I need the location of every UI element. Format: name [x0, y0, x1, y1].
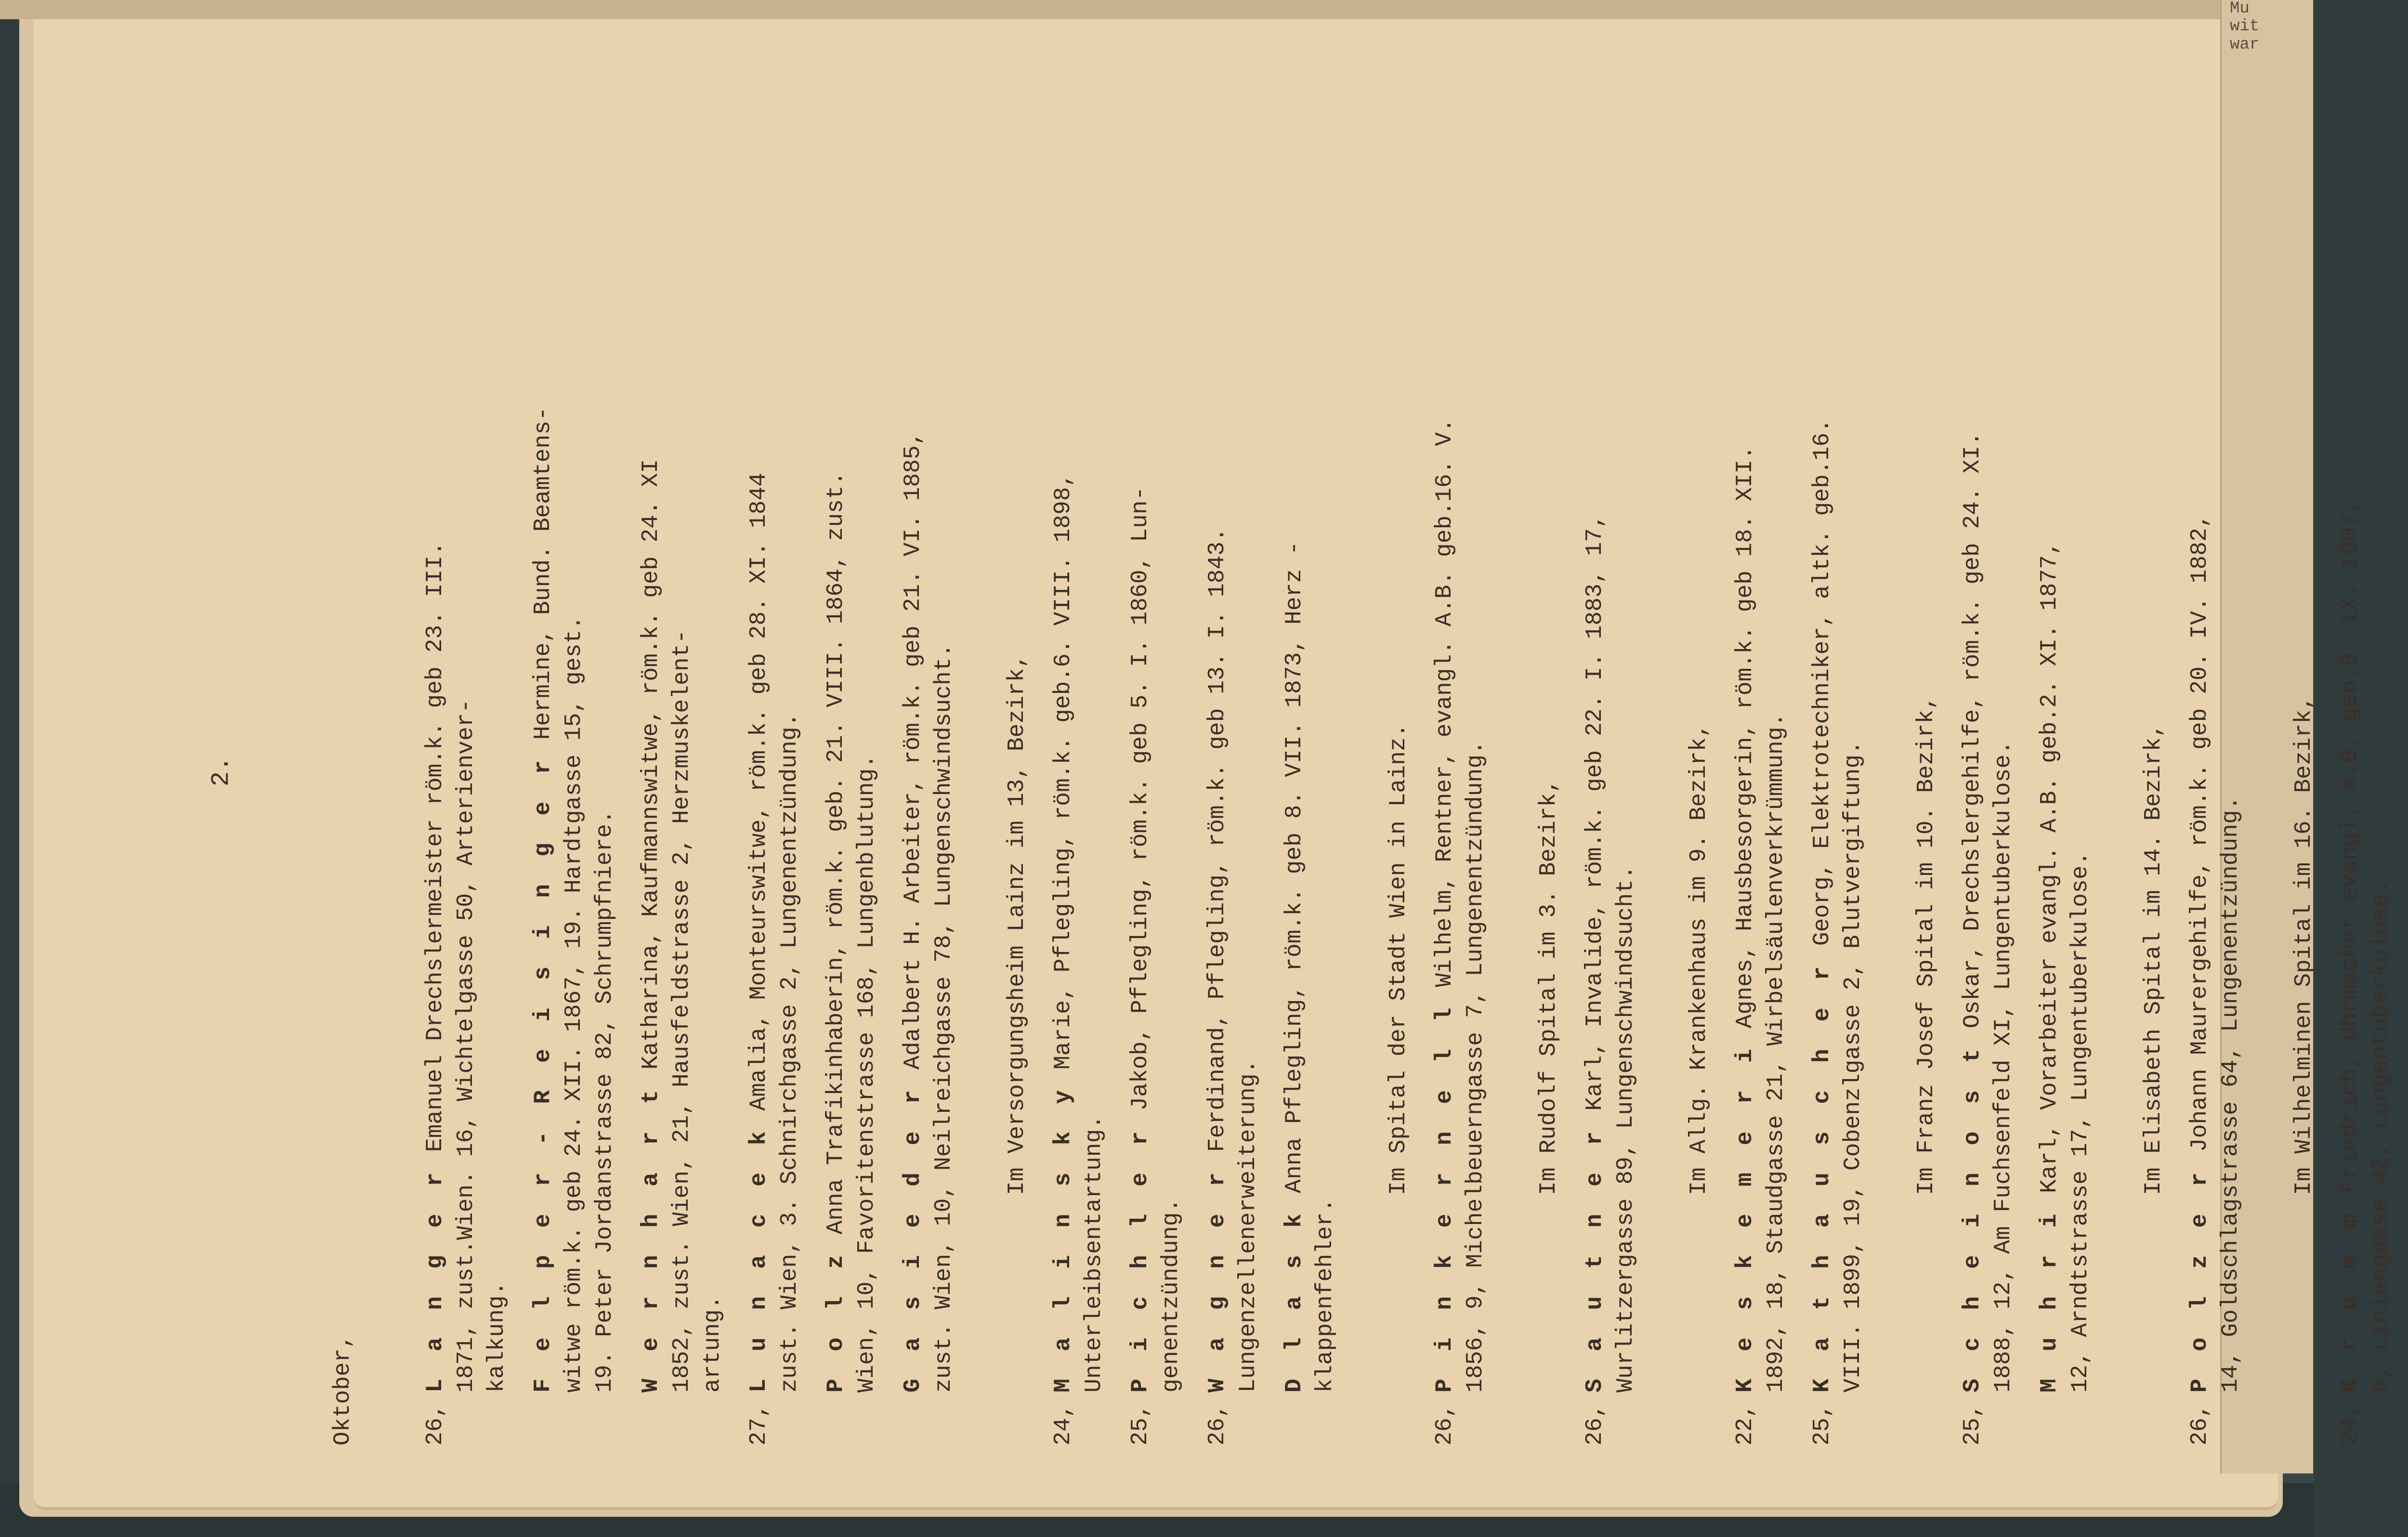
- entry-text-line: 14, Goldschlagstrasse 64, Lungenentzündung.: [2218, 796, 2244, 1393]
- entry-text-line: Johann Maurergehilfe, röm.k. geb 20. IV. 1882,: [2187, 514, 2213, 1166]
- entry-surname: W a g n e r: [1204, 1166, 1230, 1393]
- entry-day: 24,: [1050, 1404, 1076, 1446]
- entry-text-line: Wilhelm, Rentner, evangl. A.B. geb.16. V.: [1432, 418, 1458, 1001]
- entry-surname: L u n a c e k: [746, 1124, 772, 1393]
- section-heading: Im Allg. Krankenhaus im 9. Bezirk,: [1686, 723, 1712, 1195]
- entry-surname: K a t h a u s c h e r: [1809, 960, 1835, 1393]
- entry-text-line: Wien, 10, Favoritenstrasse 168, Lungenblutung.: [854, 754, 880, 1393]
- entry-text-line: witwe röm.k. geb 24. XII. 1867, 19. Hardtgasse 15, gest.: [561, 615, 587, 1393]
- entry-text-line: Unterleibsentartung.: [1081, 1115, 1107, 1393]
- entry-text-line: artung.: [700, 1295, 726, 1393]
- entry-text-line: 1852, zust. Wien, 21, Hausfeldstrasse 2, Herzmuskelent-: [669, 629, 695, 1393]
- register-entry: [2034, 97, 2096, 1446]
- entry-surname: M a l i n s k y: [1050, 1083, 1076, 1393]
- entry-text-line: Emanuel Drechslermeister röm.k. geb 23. III.: [422, 541, 448, 1166]
- entry-text-line: VIII. 1899, 19, Cobenzlgasse 2, Blutvergiftung.: [1840, 741, 1866, 1393]
- entry-text-line: 12, Arndtstrasse 17, Lungentuberkulose.: [2068, 851, 2094, 1393]
- register-entry: [744, 97, 805, 1446]
- register-entry: [1048, 97, 1110, 1446]
- typed-register: [144, 97, 2408, 1446]
- month-heading: Oktober,: [330, 1334, 356, 1446]
- entry-surname: L a n g e r: [422, 1166, 448, 1393]
- entry-text-line: Friedrich, Uhrmacher evangl. A.B. geb.8. IX. 1907,: [2337, 499, 2363, 1207]
- entry-text-line: 1892, 18, Staudgasse 21, Wirbelsäulenverkrümmung.: [1763, 713, 1789, 1393]
- entry-surname: K e s k e m e r i: [1732, 1042, 1758, 1393]
- entry-day: 25,: [1960, 1404, 1986, 1446]
- entry-day: 24,: [2337, 1404, 2363, 1446]
- section-heading: Im Versorgungsheim Lainz im 13, Bezirk,: [1004, 654, 1030, 1195]
- entry-surname: P o l z: [823, 1248, 849, 1393]
- entry-text-line: 1856, 9, Michelbeuerngasse 7, Lungenentzündung.: [1463, 741, 1489, 1393]
- entry-day: 26,: [1432, 1404, 1458, 1446]
- register-entry: [2335, 97, 2396, 1446]
- entry-day: 26,: [2187, 1404, 2213, 1446]
- register-entry: [1957, 97, 2019, 1446]
- entry-surname: M u h r i: [2037, 1207, 2063, 1393]
- register-entry: [1429, 97, 1491, 1446]
- register-entry: [1807, 97, 1869, 1446]
- entry-day: 25,: [1809, 1404, 1835, 1446]
- register-entry: [2185, 97, 2246, 1446]
- entry-text-line: zust. Wien, 3. Schnirchgasse 2, Lungenentzündung.: [777, 713, 803, 1393]
- register-entry: [528, 97, 620, 1446]
- entry-text-line: Georg, Elektrotechniker, altk. geb.16.: [1809, 418, 1835, 960]
- entry-text-line: Amalia, Monteurswitwe, röm.k. geb 28. XI. 1844: [746, 472, 772, 1125]
- entry-surname: P i n k e r n e l l: [1432, 1001, 1458, 1393]
- entry-text-line: Adalbert H. Arbeiter, röm.k. geb 21. VI. 1885,: [900, 431, 926, 1083]
- entry-surname: P o l z e r: [2187, 1166, 2213, 1393]
- register-entry: [1125, 97, 1187, 1446]
- entry-text-line: 6, Liniengasse 42, Lungentuberkulose.: [2368, 879, 2394, 1393]
- section-heading: Im Franz Josef Spital im 10. Bezirk,: [1913, 696, 1939, 1195]
- entry-text-line: Anna Trafikinhaberin, röm.k. geb. 21. VIII. 1864, zust.: [823, 471, 849, 1249]
- entry-day: 26,: [1204, 1404, 1230, 1446]
- entry-text-line: Wurlitzergasse 89, Lungenschwindsucht.: [1613, 865, 1639, 1393]
- entry-text-line: zust. Wien, 10, Neilreichgasse 78, Lungenschwindsucht.: [931, 643, 957, 1393]
- entry-surname: G a s i e d e r: [900, 1083, 926, 1393]
- register-entry: [1279, 97, 1341, 1446]
- section-heading: Im Spital der Stadt Wien in Lainz.: [1386, 723, 1412, 1195]
- entry-day: 22,: [1732, 1404, 1758, 1446]
- entry-text-line: Jakob, Pflegling, röm.k. geb 5. I. 1860, Lun-: [1127, 486, 1153, 1125]
- register-entry: [821, 97, 882, 1446]
- entry-surname: D l a s k: [1282, 1207, 1308, 1393]
- section-heading: Im Wilhelminen Spital im 16. Bezirk,: [2291, 696, 2317, 1195]
- entry-text-line: Hermine, Bund. Beamtens-: [530, 406, 556, 754]
- margin-note: Mu wit war: [2230, 0, 2260, 54]
- entry-text-line: Ferdinand, Pflegling, röm.k. geb 13. I. 1843.: [1204, 528, 1230, 1166]
- entry-text-line: Katharina, Kaufmannswitwe, röm.k. geb 24. XI: [638, 459, 664, 1083]
- entry-day: 27,: [746, 1404, 772, 1446]
- entry-text-line: Karl, Invalide, röm.k. geb 22. I. 1883, 17,: [1582, 514, 1608, 1125]
- entry-day: 26,: [1582, 1404, 1608, 1446]
- entry-text-line: Oskar, Drechslergehilfe, röm.k. geb 24. XI.: [1960, 431, 1986, 1042]
- register-entry: [1202, 97, 1264, 1446]
- entry-surname: W e r n h a r t: [638, 1083, 664, 1393]
- entry-day: 26,: [422, 1404, 448, 1446]
- entry-text-line: klappenfehler.: [1312, 1198, 1338, 1393]
- section-heading: Im Rudolf Spital im 3. Bezirk,: [1536, 779, 1562, 1195]
- entry-surname: P i c h l e r: [1127, 1124, 1153, 1393]
- register-sections: [420, 97, 2408, 1446]
- register-entry: [1730, 97, 1792, 1446]
- entry-text-line: kalkung.: [484, 1281, 510, 1393]
- register-entry: [1580, 97, 1641, 1446]
- page-number: 2.: [207, 756, 236, 787]
- entry-text-line: 19. Peter Jordanstrasse 82, Schrumpfniere.: [592, 810, 618, 1393]
- entry-text-line: Marie, Pflegling, röm.k. geb.6. VIII. 1898,: [1050, 473, 1076, 1083]
- entry-surname: S a u t n e r: [1582, 1124, 1608, 1393]
- entry-text-line: 1888, 12, Am Fuchsenfeld XI, Lungentuberkulose.: [1990, 741, 2016, 1393]
- entry-text-line: Agnes, Hausbesorgerin, röm.k. geb 18. XII.: [1732, 445, 1758, 1042]
- entry-text-line: Karl, Vorarbeiter evangl. A.B. geb.2. XI. 1877,: [2037, 541, 2063, 1207]
- entry-day: 25,: [1127, 1404, 1153, 1446]
- entry-text-line: Lungenzellenerweiterung.: [1235, 1059, 1261, 1393]
- entry-text-line: Anna Pflegling, röm.k. geb 8. VII. 1873, Herz -: [1282, 541, 1308, 1207]
- register-entry: [636, 97, 728, 1446]
- register-entry: [420, 97, 512, 1446]
- entry-text-line: 1871, zust.Wien. 16, Wichtelgasse 50, Arterienver-: [453, 699, 479, 1393]
- section-heading: Im Elisabeth Spital im 14. Bezirk,: [2141, 723, 2167, 1195]
- entry-surname: K r u m m: [2337, 1207, 2363, 1393]
- entry-text-line: genentzündung.: [1158, 1198, 1184, 1393]
- register-entry: [898, 97, 959, 1446]
- entry-surname: F e l p e r - R e i s i n g e r: [530, 754, 556, 1393]
- entry-surname: S c h e i n o s t: [1960, 1042, 1986, 1393]
